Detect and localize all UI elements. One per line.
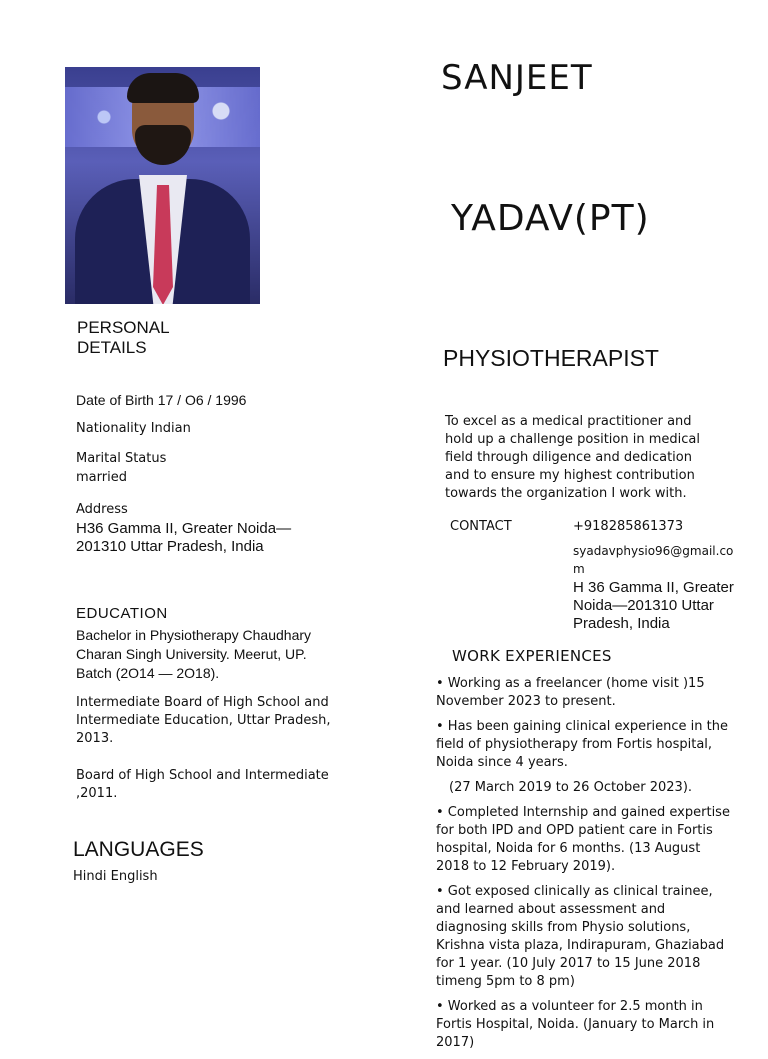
work-item-dates: (27 March 2019 to 26 October 2023). bbox=[449, 780, 693, 795]
contact-address: H 36 Gamma II, Greater Noida—201310 Uttar Pradesh, India bbox=[573, 579, 734, 632]
phone-number: +918285861373 bbox=[573, 519, 684, 534]
last-name: YADAV(PT) bbox=[451, 198, 650, 239]
work-item: • Working as a freelancer (home visit )15 November 2023 to present. bbox=[436, 676, 705, 709]
work-item: • Has been gaining clinical experience in the field of physiotherapy from Fortis hospital, Noida since 4 years. bbox=[436, 719, 728, 770]
education-heading: EDUCATION bbox=[76, 605, 168, 622]
email-address: syadavphysio96@gmail.com bbox=[573, 544, 734, 576]
marital-status-label: Marital Status bbox=[76, 451, 167, 466]
date-of-birth: Date of Birth 17 / O6 / 1996 bbox=[76, 392, 247, 408]
address-value: H36 Gamma II, Greater Noida—201310 Uttar Pradesh, India bbox=[76, 520, 292, 555]
objective-text: To excel as a medical practitioner and hold up a challenge position in medical field through diligence and dedication and to ensure my highest contribution towards the organization I work with. bbox=[445, 414, 700, 501]
marital-status-value: married bbox=[76, 470, 127, 485]
contact-label: CONTACT bbox=[450, 519, 512, 534]
work-experience-list bbox=[436, 675, 736, 1059]
address-label: Address bbox=[76, 502, 128, 517]
education-item: Board of High School and Intermediate ,2011. bbox=[76, 768, 329, 801]
personal-details-heading: PERSONAL DETAILS bbox=[77, 318, 169, 357]
work-item: • Completed Internship and gained expertise for both IPD and OPD patient care in Fortis hospital, Noida for 6 months. (13 August 2018 to 12 February 2019). bbox=[436, 805, 730, 874]
work-experience-heading: WORK EXPERIENCES bbox=[452, 647, 612, 665]
work-item: • Worked as a volunteer for 2.5 month in Fortis Hospital, Noida. (January to March in 2017) bbox=[436, 999, 715, 1050]
job-title: PHYSIOTHERAPIST bbox=[443, 345, 659, 371]
languages-heading: LANGUAGES bbox=[73, 838, 204, 861]
nationality: Nationality Indian bbox=[76, 421, 191, 436]
first-name: SANJEET bbox=[441, 58, 593, 98]
education-item: Intermediate Board of High School and Intermediate Education, Uttar Pradesh, 2013. bbox=[76, 695, 331, 746]
profile-photo bbox=[65, 67, 260, 304]
education-item: Bachelor in Physiotherapy Chaudhary Charan Singh University. Meerut, UP. Batch (2O14 — 2O18). bbox=[76, 627, 312, 681]
work-item: • Got exposed clinically as clinical trainee, and learned about assessment and diagnosing skills from Physio solutions, Krishna vista plaza, Indirapuram, Ghaziabad for 1 year. (10 July 2017 to 15 June 2018 timeng 5pm to 8 pm) bbox=[436, 884, 725, 989]
languages-value: Hindi English bbox=[73, 869, 158, 884]
